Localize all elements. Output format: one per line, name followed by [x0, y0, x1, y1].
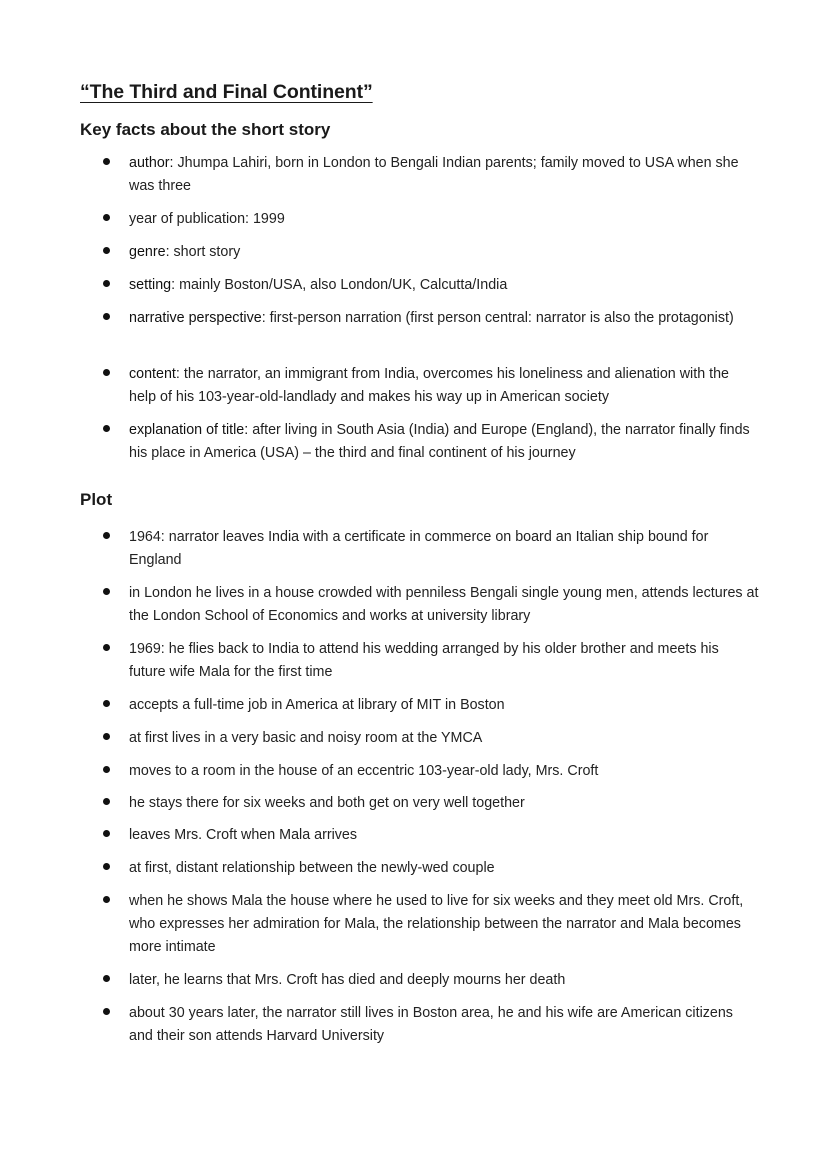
- plot-text: he stays there for six weeks and both get on very well together: [129, 795, 525, 811]
- bullet-icon: [103, 1008, 110, 1015]
- plot-text: when he shows Mala the house where he used to live for six weeks and they meet old Mrs. Croft, who expresses her admiration for Mala, the relationship between the narrator and Mala becomes more intimate: [129, 893, 744, 955]
- plot-text: 1964: narrator leaves India with a certificate in commerce on board an Italian ship bound for England: [129, 529, 709, 568]
- plot-text: at first, distant relationship between the newly-wed couple: [129, 860, 495, 876]
- bullet-icon: [103, 863, 110, 870]
- fact-text: author: Jhumpa Lahiri, born in London to Bengali Indian parents; family moved to USA when she was three: [129, 155, 739, 194]
- plot-text: accepts a full-time job in America at library of MIT in Boston: [129, 697, 505, 713]
- bullet-icon: [103, 700, 110, 707]
- bullet-icon: [103, 369, 110, 376]
- bullet-icon: [103, 532, 110, 539]
- fact-text: setting: mainly Boston/USA, also London/UK, Calcutta/India: [129, 277, 508, 293]
- bullet-icon: [103, 896, 110, 903]
- bullet-icon: [103, 158, 110, 165]
- bullet-icon: [103, 280, 110, 287]
- plot-text: leaves Mrs. Croft when Mala arrives: [129, 827, 358, 843]
- plot-text: at first lives in a very basic and noisy room at the YMCA: [129, 730, 483, 746]
- plot-text: moves to a room in the house of an eccentric 103-year-old lady, Mrs. Croft: [129, 763, 599, 779]
- plot-heading: Plot: [80, 490, 113, 509]
- bullet-icon: [103, 425, 110, 432]
- bullet-icon: [103, 247, 110, 254]
- bullet-icon: [103, 798, 110, 805]
- bullet-icon: [103, 975, 110, 982]
- plot-text: later, he learns that Mrs. Croft has died and deeply mourns her death: [129, 972, 566, 988]
- key-facts-heading: Key facts about the short story: [80, 120, 331, 139]
- bullet-icon: [103, 588, 110, 595]
- fact-text: content: the narrator, an immigrant from India, overcomes his loneliness and alienation with the help of his 103-year-old-landlady and makes his way up in American society: [129, 366, 730, 405]
- bullet-icon: [103, 733, 110, 740]
- fact-text: year of publication: 1999: [129, 211, 285, 227]
- bullet-icon: [103, 644, 110, 651]
- fact-text: narrative perspective: first-person narration (first person central: narrator is also the protagonist): [129, 310, 734, 326]
- bullet-icon: [103, 214, 110, 221]
- plot-text: 1969: he flies back to India to attend his wedding arranged by his older brother and meets his future wife Mala for the first time: [129, 641, 719, 680]
- bullet-icon: [103, 766, 110, 773]
- bullet-icon: [103, 830, 110, 837]
- fact-text: genre: short story: [129, 244, 241, 260]
- plot-text: about 30 years later, the narrator still lives in Boston area, he and his wife are American citizens and their son attends Harvard University: [129, 1005, 733, 1044]
- bullet-icon: [103, 313, 110, 320]
- document-title: “The Third and Final Continent”: [80, 81, 373, 103]
- fact-text: explanation of title: after living in South Asia (India) and Europe (England), the narrator finally finds his place in America (USA) – the third and final continent of his journey: [129, 422, 750, 461]
- plot-text: in London he lives in a house crowded with penniless Bengali single young men, attends lectures at the London School of Economics and works at university library: [129, 585, 759, 624]
